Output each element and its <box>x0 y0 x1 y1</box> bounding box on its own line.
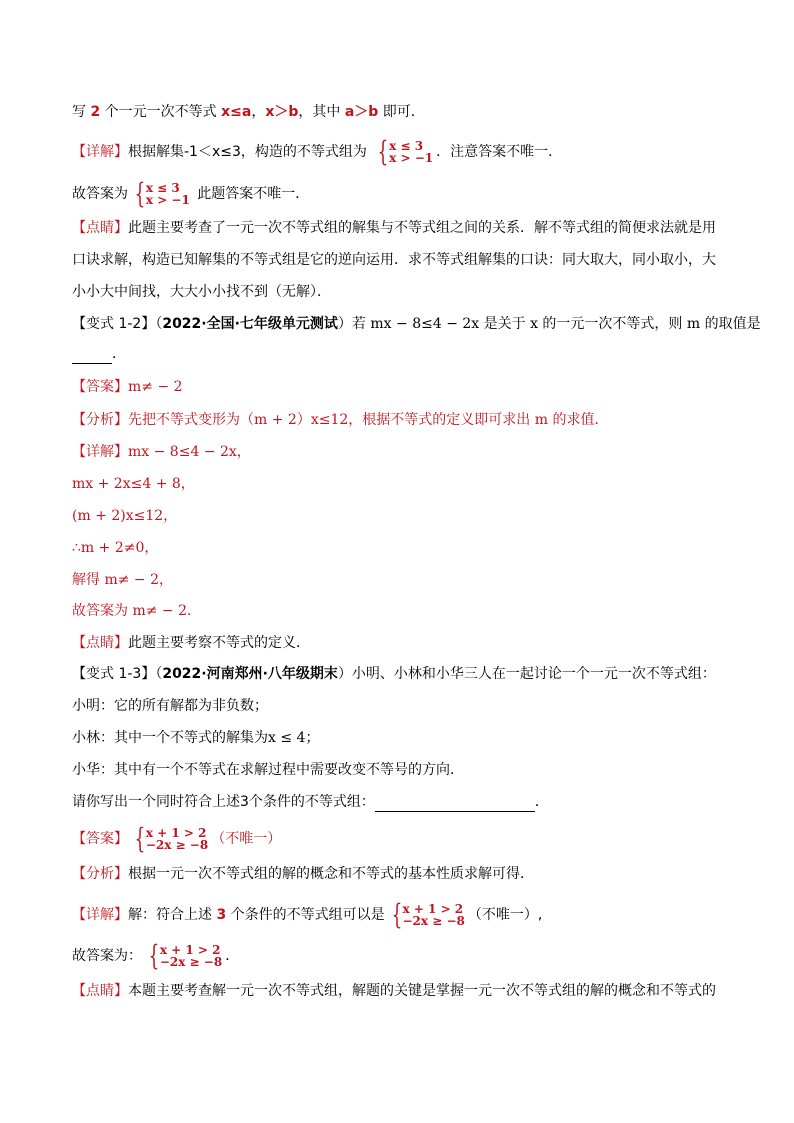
tag-analysis: 【分析】 <box>72 412 128 428</box>
line-detail-2: 【详解】mx − 8≤4 − 2x， <box>72 444 251 460</box>
line-answer-blank: ． <box>72 344 126 364</box>
tag-comment: 【点睛】 <box>72 635 128 651</box>
tag-answer: 【答案】 <box>72 831 128 847</box>
inequality-system: { x + 1 > 2 −2x ≥ −8 <box>391 898 465 931</box>
inequality-system: { x ≤ 3 x > −1 <box>377 135 434 168</box>
line-step-4: 解得 m≠ − 2， <box>72 572 173 588</box>
line-analysis-2: 【分析】先把不等式变形为（m + 2）x≤12，根据不等式的定义即可求出 m 的求值． <box>72 412 609 428</box>
line-answer-2: 【答案】m≠ − 2 <box>72 379 183 395</box>
tag-detail: 【详解】 <box>72 144 128 160</box>
tag-detail: 【详解】 <box>72 907 128 923</box>
line-step-1: mx + 2x≤4 + 8， <box>72 476 195 492</box>
line-step-2: (m + 2)x≤12， <box>72 508 178 524</box>
tag-comment: 【点睛】 <box>72 220 128 236</box>
inequality-system: { x + 1 > 2 −2x ≥ −8 <box>134 822 209 855</box>
tag-comment: 【点睛】 <box>72 983 128 999</box>
inequality-system: { x ≤ 3 x > −1 <box>134 177 190 210</box>
line-question: 请你写出一个同时符合上述3个条件的不等式组： ． <box>72 794 549 810</box>
line-step-3: ∴m + 2≠0， <box>72 540 159 556</box>
answer-blank <box>375 795 535 812</box>
line-hint: 写 2 个一元一次不等式 x≤a，x＞b，其中 a＞b 即可． <box>72 104 425 120</box>
line-variant-1-2: 【变式 1-2】（2022·全国·七年级单元测试）若 mx − 8≤4 − 2x 是关于 x 的一元一次不等式，则 m 的取值是 <box>72 316 761 332</box>
answer-blank <box>72 347 112 364</box>
line-xiaohua: 小华：其中有一个不等式在求解过程中需要改变不等号的方向． <box>72 762 464 778</box>
line-comment-5: 【点睛】本题主要考查解一元一次不等式组，解题的关键是掌握一元一次不等式组的解的概念和不等式的 <box>72 983 716 999</box>
line-xiaoming: 小明：它的所有解都为非负数； <box>72 698 268 714</box>
tag-answer: 【答案】 <box>72 379 128 395</box>
tag-analysis: 【分析】 <box>72 866 128 882</box>
inequality-system: { x + 1 > 2 −2x ≥ −8 <box>148 939 223 972</box>
line-analysis-3: 【分析】根据一元一次不等式组的解的概念和不等式的基本性质求解可得． <box>72 866 534 882</box>
line-comment-1: 【点睛】此题主要考查了一元一次不等式组的解集与不等式组之间的关系．解不等式组的简便求法就是用 <box>72 220 716 236</box>
line-xiaolin: 小林：其中一个不等式的解集为x ≤ 4； <box>72 730 320 746</box>
line-answer-4: 故答案为： { x + 1 > 2 −2x ≥ −8 ． <box>72 939 240 972</box>
line-variant-1-3: 【变式 1-3】（2022·河南郑州·八年级期末）小明、小林和小华三人在一起讨论一个一元一次不等式组： <box>72 666 716 682</box>
line-comment-4: 【点睛】此题主要考察不等式的定义． <box>72 635 310 651</box>
line-answer-1: 故答案为 { x ≤ 3 x > −1 此题答案不唯一． <box>72 177 310 210</box>
line-comment-3: 小小大中间找，大大小小找不到（无解）． <box>72 284 331 300</box>
line-detail-1: 【详解】根据解集-1＜x≤3，构造的不等式组为 { x ≤ 3 x > −1 ．注意答案不唯一． <box>72 135 563 168</box>
tag-detail: 【详解】 <box>72 444 128 460</box>
line-step-5: 故答案为 m≠ − 2． <box>72 603 201 619</box>
line-answer-3: 【答案】 { x + 1 > 2 −2x ≥ −8 （不唯一） <box>72 822 282 855</box>
line-detail-3: 【详解】解：符合上述 3 个条件的不等式组可以是 { x + 1 > 2 −2x ≥ −8 （不唯一）, <box>72 898 543 931</box>
line-comment-2: 口诀求解，构造已知解集的不等式组是它的逆向运用．求不等式组解集的口诀：同大取大，同小取小，大 <box>72 252 716 268</box>
